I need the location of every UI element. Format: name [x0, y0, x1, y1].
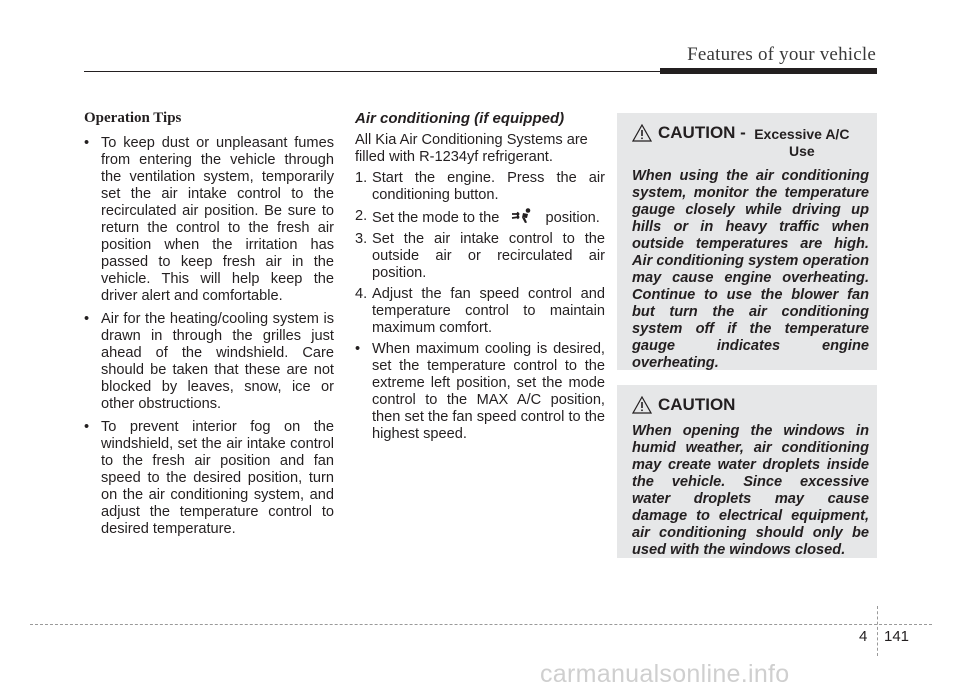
- caution-body: When using the air conditioning system, monitor the temperature gauge closely while driving up hills or in heavy traffic when outside temperatures are high. Air conditioning system operation may cause engine overheating. Continue to use the blower fan but turn the air conditioning system off if the temperature gauge indicates engine overheating.: [632, 168, 869, 371]
- caution-box-windows: [617, 385, 877, 558]
- step-text: Set the mode to the: [372, 210, 500, 226]
- page-number: 141: [884, 628, 910, 645]
- step-number: 1.: [355, 170, 368, 186]
- tip-text: To prevent interior fog on the windshield, set the air intake control to the fresh air position and fan speed to the desired position, turn on the air conditioning system, and adjust the temperature control to desired temperature.: [101, 419, 334, 537]
- footer-divider: [877, 606, 878, 656]
- ac-step: [355, 231, 605, 282]
- step-text: Set the air intake control to the outside air or recirculated air position.: [372, 231, 605, 281]
- tip-text: To keep dust or unpleasant fumes from entering the vehicle through the ventilation system, temporarily set the air intake control to the recirculated air position. Be sure to return the control to the fresh air position when the irritation has passed to keep fresh air in the vehicle. This will help keep the driver alert and comfortable.: [101, 135, 334, 304]
- ac-step: [355, 286, 605, 337]
- bullet-marker: •: [84, 419, 90, 435]
- tip-item: [84, 135, 334, 305]
- caution-header: [632, 395, 869, 415]
- tip-item: [84, 419, 334, 538]
- warning-triangle-icon: [632, 124, 652, 142]
- bullet-marker: •: [84, 311, 90, 327]
- watermark: carmanualsonline.info: [540, 660, 790, 688]
- step-text: Adjust the fan speed control and temperature control to maintain maximum comfort.: [372, 286, 605, 336]
- warning-triangle-icon: [632, 396, 652, 414]
- step-text-after: position.: [545, 210, 600, 226]
- caution-header: [632, 123, 869, 160]
- tip-text: Air for the heating/cooling system is drawn in through the grilles just ahead of the windshield. Care should be taken that these are not blocked by leaves, snow, ice or other obstructions.: [101, 311, 334, 412]
- ac-step: [355, 208, 605, 227]
- caution-label: CAUTION: [658, 395, 736, 414]
- left-column: [84, 110, 334, 544]
- step-number: 4.: [355, 286, 368, 302]
- bullet-marker: •: [355, 341, 361, 357]
- ac-intro: All Kia Air Conditioning Systems are filled with R-1234yf refrigerant.: [355, 132, 588, 165]
- operation-tips-heading: Operation Tips: [84, 110, 182, 126]
- chapter-number: 4: [859, 628, 868, 645]
- caution-box-excessive-ac: [617, 113, 877, 370]
- header-rule-thick: [660, 68, 877, 74]
- face-vent-mode-icon: [509, 208, 533, 224]
- tip-text: When maximum cooling is desired, set the temperature control to the extreme left position, set the mode control to the MAX A/C position, then set the fan speed control to the highest speed.: [372, 341, 605, 442]
- step-number: 3.: [355, 231, 368, 247]
- page-header-title: Features of your vehicle: [687, 44, 876, 65]
- step-number: 2.: [355, 208, 368, 224]
- caution-subtitle: Excessive A/C Use: [754, 126, 850, 159]
- middle-column: [355, 110, 605, 449]
- ac-max-cooling-tip: [355, 341, 605, 443]
- ac-step: [355, 170, 605, 204]
- bullet-marker: •: [84, 135, 90, 151]
- tip-item: [84, 311, 334, 413]
- footer-rule: [30, 624, 932, 625]
- step-text: Start the engine. Press the air conditioning button.: [372, 170, 605, 203]
- air-conditioning-heading: Air conditioning (if equipped): [355, 110, 565, 127]
- caution-body: When opening the windows in humid weather, air conditioning may create water droplets inside the vehicle. Since excessive water droplets may cause damage to electrical equipment, air conditioning should only be used with the windows closed.: [632, 423, 869, 558]
- caution-label: CAUTION -: [658, 123, 746, 142]
- header-rule-thin: [84, 71, 660, 72]
